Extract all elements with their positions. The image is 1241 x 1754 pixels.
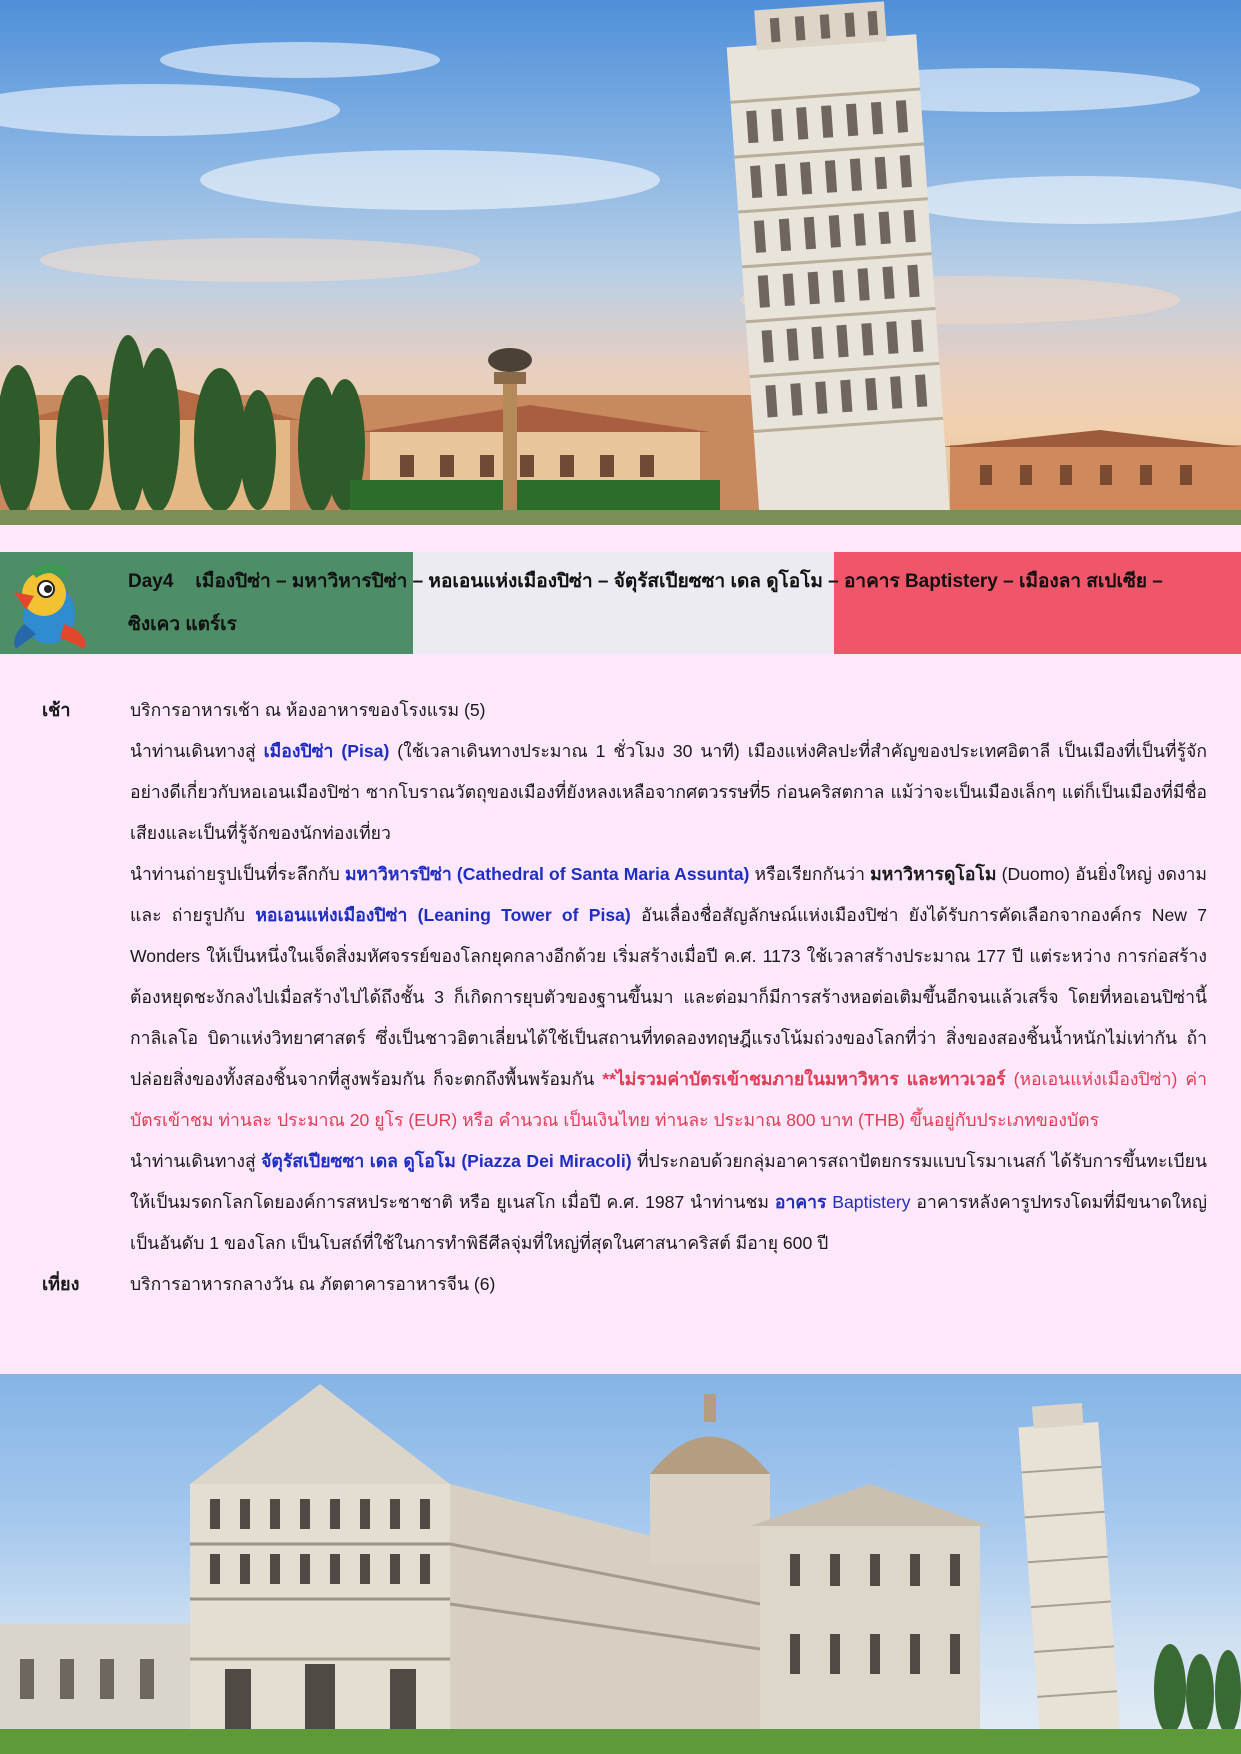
ticket-note: (หอเอนแห่งเมืองปิซ่า) ค่าบัตรเข้าชม ท่านละ ประมาณ 20 ยูโร (EUR) หรือ คำนวณ เป็นเงินไทย ท่านละ ประมาณ 800 บาท (THB) ขึ้นอยู่กับประเภทของบัตร [130, 1069, 1207, 1130]
baptistery-name-thai: อาคาร [774, 1192, 827, 1212]
day-route-line1: เมืองปิซ่า – มหาวิหารปิซ่า – หอเอนแห่งเมืองปิซ่า – จัตุรัสเปียซซา เดล ดูโอโม – อาคาร Baptistery – เมืองลา สเปเซีย – [195, 571, 1163, 592]
cathedral-illustration [0, 1374, 1241, 1754]
p2-text-1: นำท่านถ่ายรูปเป็นที่ระลึกกับ [130, 864, 345, 884]
parrot-mascot-icon [4, 554, 96, 652]
paragraph-cathedral-tower [0, 854, 1241, 1141]
lunch-text: บริการอาหารกลางวัน ณ ภัตตาคารอาหารจีน (6) [130, 1274, 496, 1294]
p2-text-4: อันเลื่องชื่อสัญลักษณ์แห่งเมืองปิซ่า ยังได้รับการคัดเลือกจากองค์กร New 7 Wonders ให้เป็นหนึ่งในเจ็ดสิ่งมหัศจรรย์ของโลกยุคกลางอีกด้วย เริ่มสร้างเมื่อปี ค.ศ. 1173 ใช้เวลาสร้างประมาณ 177 ปี แต่ระหว่าง การก่อสร้างต้องหยุดชะงักลงไปเมื่อสร้างไปได้ถึงชั้น 3 ก็เกิดการยุบตัวของฐานขึ้นมา และต่อมาก็มีการสร้างหอต่อเติมขึ้นอีกจนแล้วเสร็จ โดยที่หอเอนปิซ่านี้ กาลิเลโอ บิดาแห่งวิทยาศาสตร์ ซึ่งเป็นชาวอิตาเลี่ยนได้ใช้เป็นสถานที่ทดลองทฤษฎีแรงโน้มถ่วงของโลกที่ว่า สิ่งของสองชิ้นน้ำหนักไม่เท่ากัน ถ้าปล่อยสิ่งของทั้งสองชิ้นจากที่สูงพร้อมกัน ก็จะตกถึงพื้นพร้อมกัน [130, 905, 1207, 1089]
day-header-banner [0, 552, 1241, 654]
leaning-tower-illustration [0, 0, 1241, 525]
paragraph-pisa-city [0, 731, 1241, 854]
day-title [128, 560, 1188, 646]
top-photo-leaning-tower [0, 0, 1241, 525]
bottom-photo-pisa-cathedral [0, 1374, 1241, 1754]
breakfast-label: เช้า [42, 700, 71, 721]
lunch-label: เที่ยง [42, 1274, 80, 1295]
ticket-note-bold: **ไม่รวมค่าบัตรเข้าชมภายในมหาวิหาร และทาวเวอร์ [602, 1069, 1006, 1089]
itinerary-body [0, 690, 1241, 1305]
breakfast-text: บริการอาหารเช้า ณ ห้องอาหารของโรงแรม (5) [130, 700, 486, 720]
p1-text-1: นำท่านเดินทางสู่ [130, 741, 264, 761]
day-route-line2: ซิงเคว แตร์เร [128, 614, 237, 635]
p3-text-3: อาคารหลังคารูปทรงโดมที่มีขนาดใหญ่เป็นอันดับ 1 ของโลก เป็นโบสถ์ที่ใช้ในการทำพิธีศีลจุ่มที่ใหญ่ที่สุดในศาสนาคริสต์ มีอายุ 600 ปี [130, 1192, 1208, 1253]
baptistery-name-en: Baptistery [826, 1192, 911, 1212]
day-number: Day4 [128, 571, 174, 592]
duomo-name-en: (Duomo) [996, 864, 1071, 884]
leaning-tower-name: หอเอนแห่งเมืองปิซ่า (Leaning Tower of Pisa) [255, 905, 631, 925]
p1-text-2: (ใช้เวลาเดินทางประมาณ 1 ชั่วโมง 30 นาที) เมืองแห่งศิลปะที่สำคัญของประเทศอิตาลี เป็นเมืองที่เป็นที่รู้จักอย่างดีเกี่ยวกับหอเอนเมืองปิซ่า ซากโบราณวัตถุของเมืองที่ยังหลงเหลือจากศตวรรษที่5 ก่อนคริสตกาล แม้ว่าจะเป็นเมืองเล็กๆ แต่ก็เป็นเมืองที่มีชื่อเสียงและเป็นที่รู้จักของนักท่องเที่ยว [130, 741, 1207, 843]
breakfast-row [0, 690, 1241, 731]
p2-text-2: หรือเรียกกันว่า [749, 864, 871, 884]
pisa-city-name: เมืองปิซ่า (Pisa) [263, 741, 390, 761]
p3-text-1: นำท่านเดินทางสู่ [130, 1151, 262, 1171]
duomo-name-thai: มหาวิหารดูโอโม [870, 864, 997, 884]
p2-text-3: อันยิ่งใหญ่ งดงามและ ถ่ายรูปกับ [130, 864, 1207, 925]
lunch-row [0, 1264, 1241, 1305]
paragraph-piazza [0, 1141, 1241, 1264]
p3-text-2: ที่ประกอบด้วยกลุ่มอาคารสถาปัตยกรรมแบบโรมาเนสก์ ได้รับการขึ้นทะเบียนให้เป็นมรดกโลกโดยองค์การสหประชาชาติ หรือ ยูเนสโก เมื่อปี ค.ศ. 1987 นำท่านชม [130, 1151, 1207, 1212]
piazza-name: จัตุรัสเปียซซา เดล ดูโอโม (Piazza Dei Miracoli) [261, 1151, 632, 1171]
cathedral-name: มหาวิหารปิซ่า (Cathedral of Santa Maria Assunta) [344, 864, 750, 884]
